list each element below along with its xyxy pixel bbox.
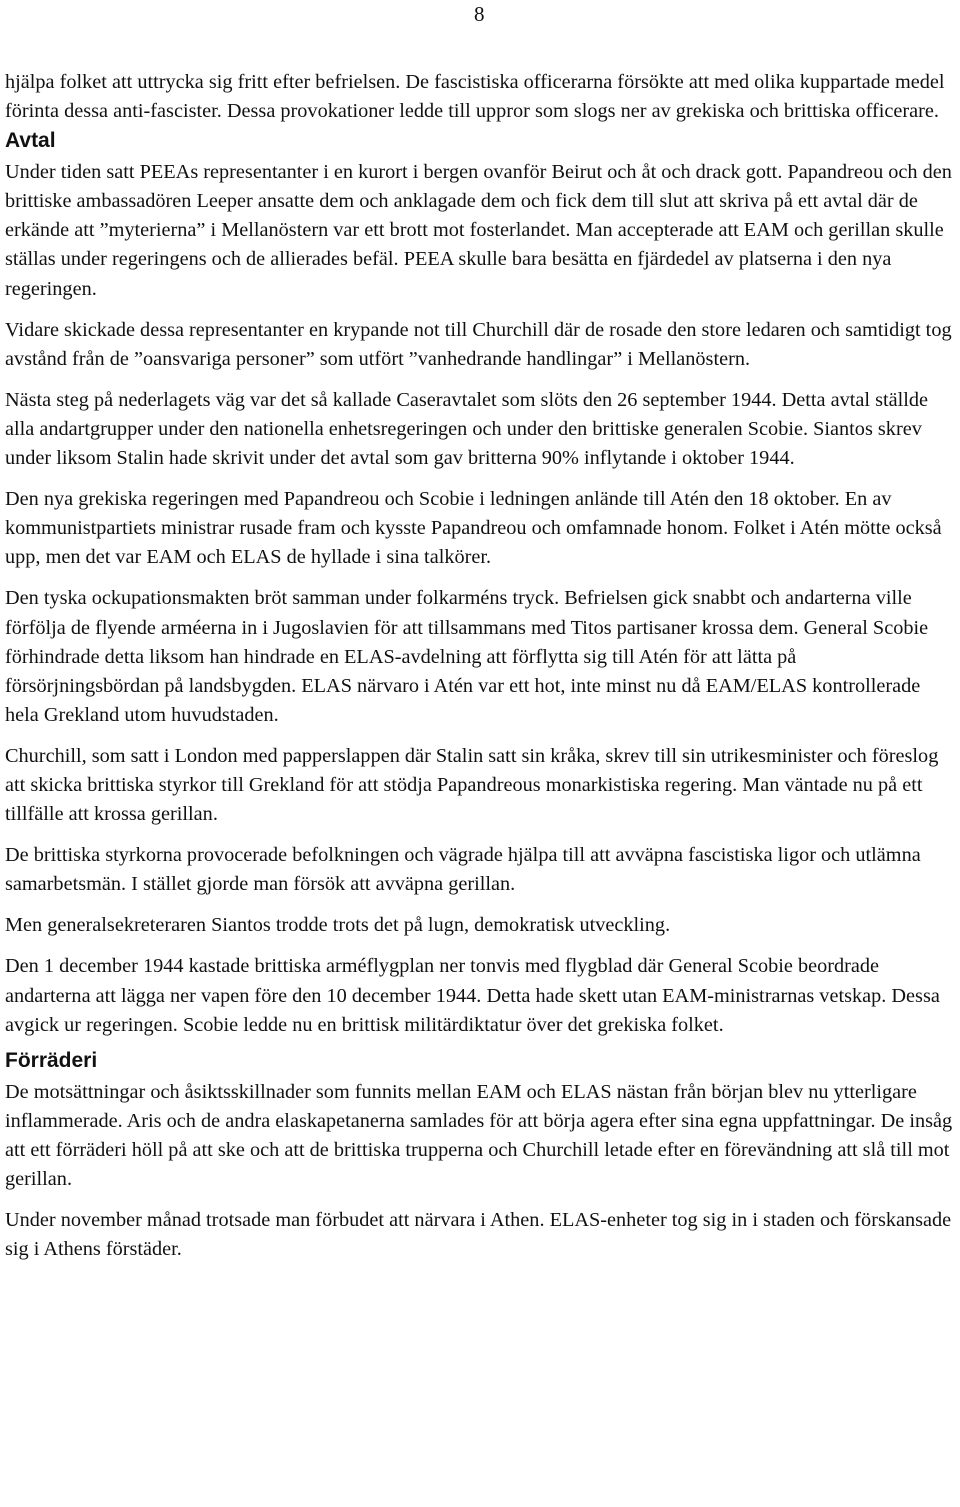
paragraph-caserta: Nästa steg på nederlagets väg var det så kallade Caseravtalet som slöts den 26 september 1944. Detta avtal ställde alla andartgrupper under den nationella enhetsregeringen och under den brittiske generalen Scobie. Siantos skrev under liksom Stalin hade skrivit under det avtal som gav britterna 90% inflytande i oktober 1944. (5, 388, 929, 470)
paragraph-new-government: Den nya grekiska regeringen med Papandreou och Scobie i ledningen anlände till Atén den 18 oktober. En av kommunistpartiets ministrar rusade fram och kysste Papandreou och omfamnade honom. Folket i Atén mötte också upp, men det var EAM och ELAS de hyllade i sina talkörer. (5, 488, 942, 569)
paragraph-churchill-note: Vidare skickade dessa representanter en krypande not till Churchill där de rosade den store ledaren och samtidigt tog avstånd från de ”oansvariga personer” som utfört ”vanhedrande handlingar” i Mellanöstern. (5, 318, 952, 370)
paragraph-british-forces: De brittiska styrkorna provocerade befolkningen och vägrade hjälpa till att avväpna fascistiska ligor och utlämna samarbetsmän. I stället gjorde man försök att avväpna gerillan. (5, 844, 921, 896)
paragraph-december-leaflets: Den 1 december 1944 kastade brittiska arméflygplan ner tonvis med flygblad där General Scobie beordrade andarterna att lägga ner vapen före den 10 december 1944. Detta hade skett utan EAM-ministrarnas vetskap. Dessa avgick ur regeringen. Scobie ledde nu en brittisk militärdiktatur över det grekiska folket. (5, 955, 940, 1036)
section-heading-forraderi: Förräderi (5, 1048, 98, 1072)
paragraph-conflicts: De motsättningar och åsiktsskillnader som funnits mellan EAM och ELAS nästan från början blev nu ytterligare inflammerade. Aris och de andra elaskapetanerna samlades för att börja agera efter sina egna uppfattningar. De insåg att ett förräderi höll på att ske och att de brittiska trupperna och Churchill letade efter en förevändning att slå till mot gerillan. (5, 1080, 953, 1190)
paragraph-churchill-london: Churchill, som satt i London med papperslappen där Stalin satt sin kråka, skrev till sin utrikesminister och föreslog att skicka brittiska styrkor till Grekland för att stödja Papandreous monarkistiska regering. Man väntade nu på ett tillfälle att krossa gerillan. (5, 744, 939, 826)
paragraph-siantos: Men generalsekreteraren Siantos trodde trots det på lugn, demokratisk utveckling. (5, 914, 671, 937)
page-number: 8 (474, 2, 485, 26)
paragraph-november: Under november månad trotsade man förbudet att närvara i Athen. ELAS-enheter tog sig in i staden och förskansade sig i Athens förstäder. (5, 1209, 952, 1261)
section-heading-avtal: Avtal (5, 129, 56, 153)
paragraph-occupation-collapse: Den tyska ockupationsmakten bröt samman under folkarméns tryck. Befrielsen gick snabbt och andarterna ville förfölja de flyende arméerna in i Jugoslavien för att tillsammans med Titos partisaner krossa dem. General Scobie förhindrade detta liksom han hindrade en ELAS-avdelning att förflytta sig till Atén för att lätta på försörjningsbördan på landsbygden. ELAS närvaro i Atén var ett hot, inte minst nu då EAM/ELAS kontrollerade hela Grekland utom huvudstaden. (5, 587, 929, 726)
paragraph-agreement: Under tiden satt PEEAs representanter i en kurort i bergen ovanför Beirut och åt och drack gott. Papandreou och den brittiske ambassadören Leeper ansatte dem och anklagade dem och fick dem till slut att skriva på ett avtal där de erkände att ”myterierna” i Mellanöstern var ett brott mot fosterlandet. Man accepterade att EAM och gerillan skulle ställas under regeringens och de allierades befäl. PEEA skulle bara besätta en fjärdedel av platserna i den nya regeringen. (5, 161, 952, 300)
paragraph-intro: hjälpa folket att uttrycka sig fritt efter befrielsen. De fascistiska officerarna försökte att med olika kuppartade medel förinta dessa anti-fascister. Dessa provokationer ledde till uppror som slogs ner av grekiska och brittiska officerare. (5, 71, 945, 123)
document-body (5, 68, 955, 1276)
